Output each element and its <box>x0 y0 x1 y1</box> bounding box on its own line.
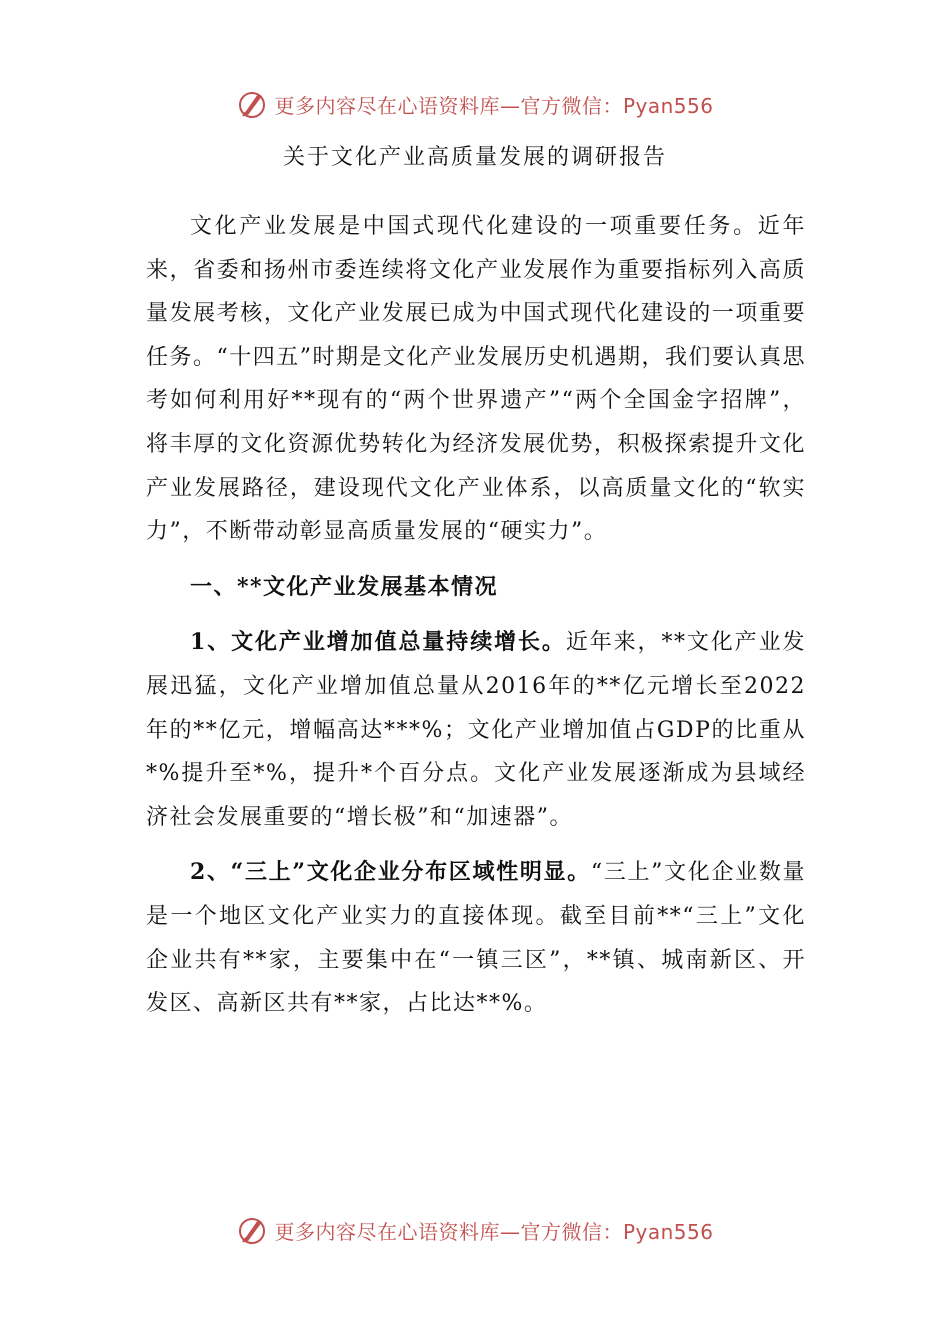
document-body <box>146 205 806 1038</box>
section-heading: 一、**文化产业发展基本情况 <box>190 573 499 600</box>
item-body: 近年来，**文化产业发展迅猛，文化产业增加值总量从2016年的**亿元增长至2022年的**亿元，增幅高达***%；文化产业增加值占GDP的比重从*%提升至*%，提升*个百分点。文化产业发展逐渐成为县域经济社会发展重要的“增长极”和“加速器”。 <box>146 630 806 830</box>
watermark-text: 更多内容尽在心语资料库—官方微信：Pyan556 <box>274 93 714 118</box>
list-item <box>146 851 806 1025</box>
header-watermark-banner <box>0 84 950 124</box>
list-item <box>146 621 806 839</box>
item-body: “三上”文化企业数量是一个地区文化产业实力的直接体现。截至目前**“三上”文化企业共有**家，主要集中在“一镇三区”，**镇、城南新区、开发区、高新区共有**家，占比达**%。 <box>146 860 806 1017</box>
quill-pen-logo-icon <box>236 1214 268 1246</box>
footer-watermark-banner <box>0 1210 950 1250</box>
document-title: 关于文化产业高质量发展的调研报告 <box>282 145 667 170</box>
watermark-text: 更多内容尽在心语资料库—官方微信：Pyan556 <box>274 1219 714 1244</box>
quill-pen-logo-icon <box>236 88 268 120</box>
intro-paragraph: 文化产业发展是中国式现代化建设的一项重要任务。近年来，省委和扬州市委连续将文化产业发展作为重要指标列入高质量发展考核，文化产业发展已成为中国式现代化建设的一项重要任务。“十四五”时期是文化产业发展历史机遇期，我们要认真思考如何利用好**现有的“两个世界遗产”“两个全国金字招牌”，将丰厚的文化资源优势转化为经济发展优势，积极探索提升文化产业发展路径，建设现代文化产业体系，以高质量文化的“软实力”，不断带动彰显高质量发展的“硬实力”。 <box>146 214 806 545</box>
item-lead: 2、“三上”文化企业分布区域性明显。 <box>190 859 591 886</box>
item-lead: 1、文化产业增加值总量持续增长。 <box>190 629 566 656</box>
